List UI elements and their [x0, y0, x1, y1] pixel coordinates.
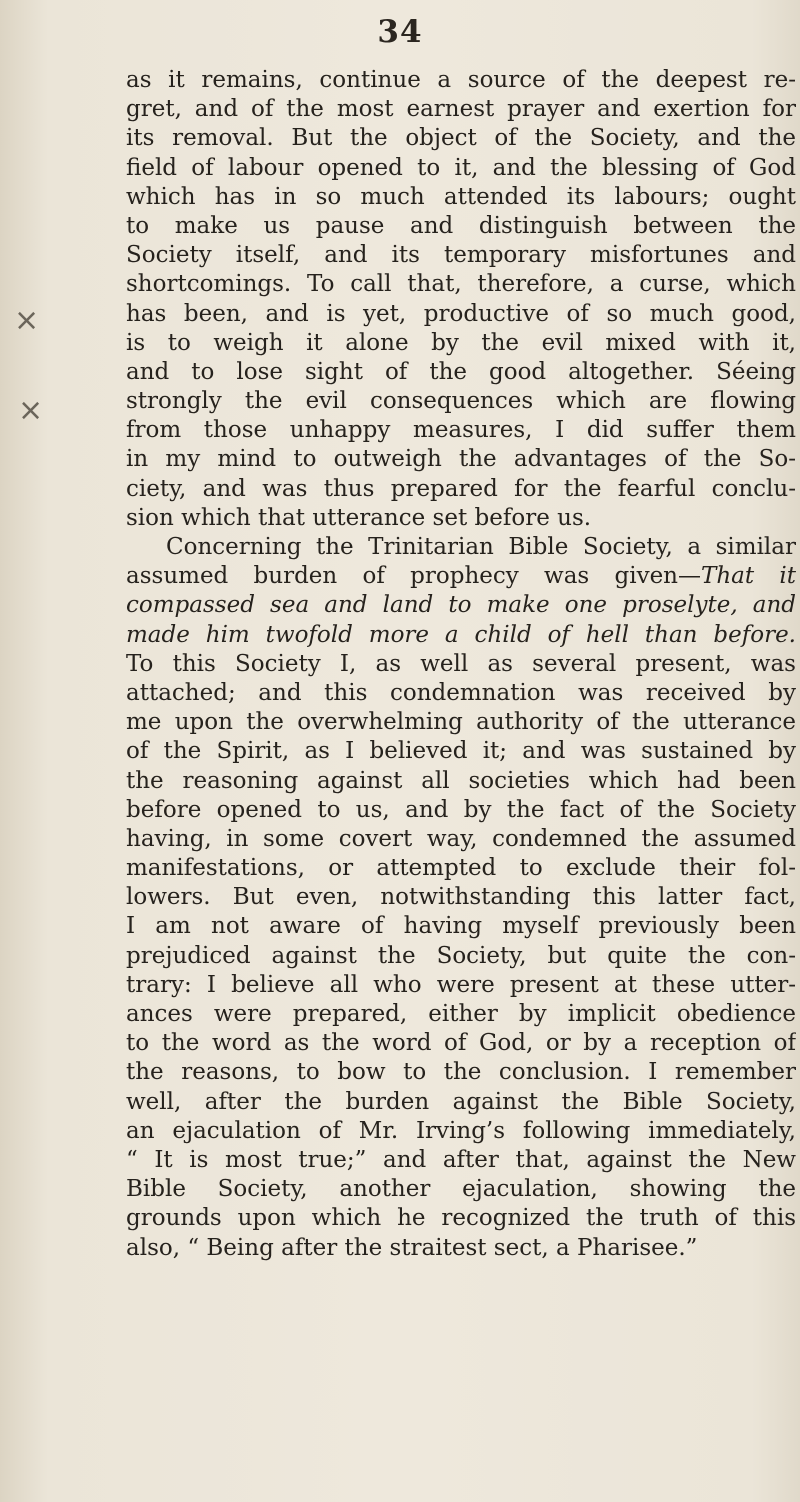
text-line	[126, 1117, 796, 1146]
text-line	[126, 416, 796, 445]
text-line-content: me upon the overwhelming authority of the utterance	[126, 709, 796, 736]
text-line	[126, 1175, 796, 1204]
text-line-content: as it remains, continue a source of the deepest re-	[126, 67, 796, 93]
text-line	[126, 358, 796, 387]
text-line-content: strongly the evil consequences which are flowing	[126, 388, 796, 415]
text-line-content: manifestations, or attempted to exclude their fol-	[126, 855, 796, 882]
text-line	[126, 679, 796, 708]
italic-text: made him twofold more a child of hell than before.	[126, 621, 796, 648]
text-line-content: an ejaculation of Mr. Irving’s following immediately,	[126, 1117, 796, 1144]
body-text	[126, 66, 796, 1263]
text-line	[126, 591, 796, 620]
text-line	[126, 445, 796, 474]
text-line	[126, 212, 796, 241]
text-line-content: has been, and is yet, productive of so much good,	[126, 300, 796, 327]
text-line	[126, 1146, 796, 1175]
italic-text: compassed sea and land to make one proselyte, and	[126, 592, 796, 619]
text-line	[126, 270, 796, 299]
text-line	[126, 533, 796, 562]
text-line	[126, 300, 796, 329]
text-line-content: ances were prepared, either by implicit obedience	[126, 1001, 796, 1027]
text-line-content: its removal. But the object of the Society, and the	[126, 125, 796, 152]
italic-text: That it	[701, 563, 796, 590]
text-line-content: trary: I believe all who were present at these utter-	[126, 971, 796, 998]
text-line-content: I am not aware of having myself previously been	[126, 913, 796, 940]
text-line	[126, 1088, 796, 1117]
text-line	[126, 66, 796, 95]
text-line	[126, 621, 796, 650]
text-line	[126, 796, 796, 825]
text-line-content: lowers. But even, notwithstanding this latter fact,	[126, 884, 796, 911]
text-line-content: in my mind to outweigh the advantages of the So-	[126, 446, 796, 473]
text-line-content: shortcomings. To call that, therefore, a curse, which	[126, 271, 796, 298]
text-line-content: To this Society I, as well as several present, was	[126, 650, 796, 677]
text-line-content: of the Spirit, as I believed it; and was sustained by	[126, 738, 796, 765]
text-line-content: assumed burden of prophecy was given—	[126, 563, 701, 590]
margin-annotation-mark: ×	[18, 393, 44, 428]
text-line-content: before opened to us, and by the fact of the Society	[126, 796, 796, 823]
text-line-content: is to weigh it alone by the evil mixed with it,	[126, 329, 796, 356]
text-line-content: to make us pause and distinguish between the	[126, 212, 796, 239]
text-line	[126, 124, 796, 153]
text-line-content: having, in some covert way, condemned the assumed	[126, 825, 796, 852]
text-line-content: also, “ Being after the straitest sect, a Pharisee.”	[126, 1234, 698, 1261]
text-line	[126, 650, 796, 679]
text-line	[126, 329, 796, 358]
text-line	[126, 912, 796, 941]
text-line	[126, 971, 796, 1000]
text-line-content: Concerning the Trinitarian Bible Society, a similar	[166, 534, 796, 560]
text-line	[126, 854, 796, 883]
text-line-content: prejudiced against the Society, but quite the con-	[126, 942, 796, 969]
text-line-content: ciety, and was thus prepared for the fearful conclu-	[126, 475, 796, 502]
page-number: 34	[377, 14, 423, 50]
text-line	[126, 708, 796, 737]
text-line	[126, 1029, 796, 1058]
text-line-content: Bible Society, another ejaculation, showing the	[126, 1176, 796, 1203]
text-line	[126, 737, 796, 766]
text-line	[126, 504, 796, 533]
text-line	[126, 183, 796, 212]
margin-annotation-mark: ×	[14, 303, 40, 338]
text-line-content: to the word as the word of God, or by a reception of	[126, 1030, 796, 1057]
text-line	[126, 562, 796, 591]
text-line-content: sion which that utterance set before us.	[126, 504, 592, 531]
text-line	[126, 1058, 796, 1087]
text-line-content: which has in so much attended its labours; ought	[126, 183, 796, 210]
text-line-content: field of labour opened to it, and the blessing of God	[126, 154, 796, 181]
text-line-content: gret, and of the most earnest prayer and exertion for	[126, 96, 796, 123]
text-line	[126, 1234, 796, 1263]
text-line-content: well, after the burden against the Bible Society,	[126, 1088, 796, 1115]
text-line	[126, 154, 796, 183]
text-line	[126, 387, 796, 416]
text-line	[126, 942, 796, 971]
text-line	[126, 241, 796, 270]
text-line	[126, 883, 796, 912]
text-line-content: “ It is most true;” and after that, against the New	[126, 1146, 796, 1173]
text-line	[126, 475, 796, 504]
text-line-content: the reasoning against all societies which had been	[126, 767, 796, 794]
text-line-content: grounds upon which he recognized the truth of this	[126, 1205, 796, 1232]
text-line	[126, 95, 796, 124]
text-line-content: the reasons, to bow to the conclusion. I remember	[126, 1059, 796, 1086]
text-line-content: Society itself, and its temporary misfortunes and	[126, 242, 796, 269]
text-line-content: from those unhappy measures, I did suffer them	[126, 417, 796, 444]
text-line	[126, 825, 796, 854]
text-line	[126, 1204, 796, 1233]
text-line	[126, 767, 796, 796]
text-line-content: attached; and this condemnation was received by	[126, 679, 796, 706]
text-line-content: and to lose sight of the good altogether. Séeing	[126, 358, 796, 385]
text-line	[126, 1000, 796, 1029]
